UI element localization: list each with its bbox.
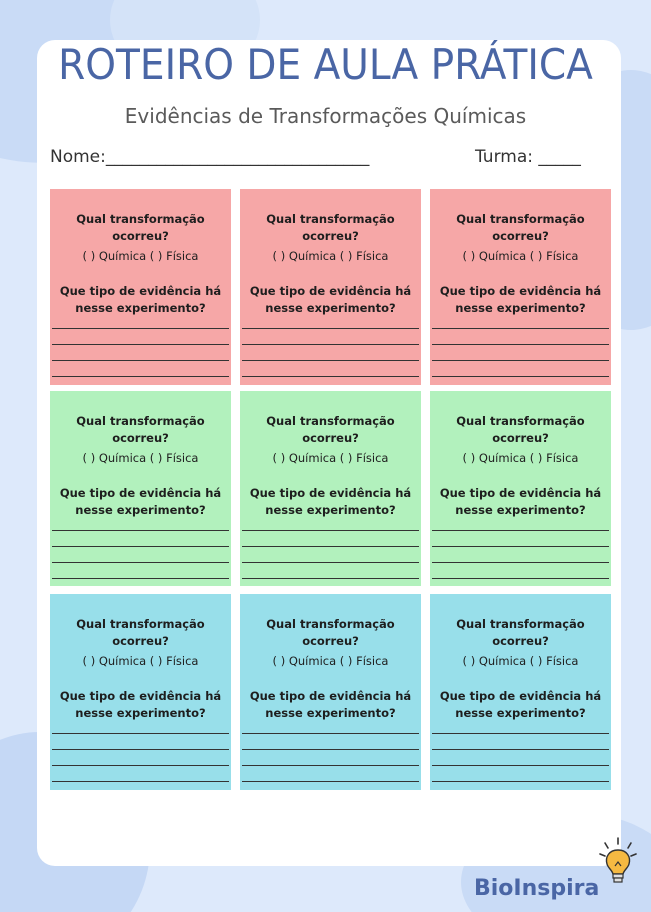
brand-logo: BioInspira bbox=[474, 876, 600, 901]
question-evidence: Que tipo de evidência há nesse experimento? bbox=[249, 486, 412, 517]
answer-line[interactable] bbox=[242, 360, 419, 361]
answer-lines[interactable] bbox=[430, 733, 611, 797]
answer-card bbox=[240, 594, 421, 790]
question-transformation: Qual transformação ocorreu? bbox=[266, 617, 395, 648]
question-transformation: Qual transformação ocorreu? bbox=[456, 617, 585, 648]
answer-line[interactable] bbox=[52, 765, 229, 766]
question-transformation: Qual transformação ocorreu? bbox=[76, 212, 205, 243]
transformation-options[interactable]: ( ) Química ( ) Física bbox=[82, 451, 199, 465]
answer-line[interactable] bbox=[52, 328, 229, 329]
question-evidence: Que tipo de evidência há nesse experimento? bbox=[249, 284, 412, 315]
name-field[interactable]: Nome:_______________________________ bbox=[50, 147, 370, 167]
transformation-options[interactable]: ( ) Química ( ) Física bbox=[462, 451, 579, 465]
answer-lines[interactable] bbox=[50, 733, 231, 797]
answer-line[interactable] bbox=[432, 530, 609, 531]
answer-line[interactable] bbox=[432, 578, 609, 579]
answer-lines[interactable] bbox=[240, 530, 421, 594]
answer-card bbox=[50, 594, 231, 790]
answer-line[interactable] bbox=[242, 733, 419, 734]
answer-line[interactable] bbox=[432, 733, 609, 734]
answer-line[interactable] bbox=[242, 749, 419, 750]
answer-lines[interactable] bbox=[50, 328, 231, 392]
answer-line[interactable] bbox=[52, 546, 229, 547]
answer-line[interactable] bbox=[242, 530, 419, 531]
answer-lines[interactable] bbox=[430, 530, 611, 594]
answer-line[interactable] bbox=[432, 376, 609, 377]
answer-line[interactable] bbox=[432, 546, 609, 547]
answer-card bbox=[430, 189, 611, 385]
answer-line[interactable] bbox=[242, 546, 419, 547]
answer-line[interactable] bbox=[242, 781, 419, 782]
page-title: ROTEIRO DE AULA PRÁTICA bbox=[58, 40, 593, 89]
question-transformation: Qual transformação ocorreu? bbox=[76, 617, 205, 648]
answer-line[interactable] bbox=[242, 376, 419, 377]
transformation-options[interactable]: ( ) Química ( ) Física bbox=[82, 249, 199, 263]
answer-line[interactable] bbox=[52, 360, 229, 361]
question-evidence: Que tipo de evidência há nesse experimento? bbox=[249, 689, 412, 720]
question-evidence: Que tipo de evidência há nesse experimento? bbox=[59, 486, 222, 517]
answer-line[interactable] bbox=[52, 578, 229, 579]
answer-lines[interactable] bbox=[50, 530, 231, 594]
answer-line[interactable] bbox=[432, 765, 609, 766]
answer-line[interactable] bbox=[242, 578, 419, 579]
lightbulb-icon bbox=[598, 836, 638, 892]
answer-card bbox=[240, 189, 421, 385]
answer-line[interactable] bbox=[432, 344, 609, 345]
answer-line[interactable] bbox=[432, 749, 609, 750]
answer-card bbox=[430, 594, 611, 790]
question-transformation: Qual transformação ocorreu? bbox=[456, 212, 585, 243]
question-evidence: Que tipo de evidência há nesse experimento? bbox=[59, 689, 222, 720]
answer-card bbox=[430, 391, 611, 586]
answer-card bbox=[240, 391, 421, 586]
answer-card bbox=[50, 189, 231, 385]
answer-line[interactable] bbox=[52, 781, 229, 782]
answer-line[interactable] bbox=[242, 328, 419, 329]
answer-lines[interactable] bbox=[240, 328, 421, 392]
transformation-options[interactable]: ( ) Química ( ) Física bbox=[272, 249, 389, 263]
answer-line[interactable] bbox=[52, 749, 229, 750]
answer-line[interactable] bbox=[52, 562, 229, 563]
answer-line[interactable] bbox=[432, 360, 609, 361]
answer-line[interactable] bbox=[242, 344, 419, 345]
transformation-options[interactable]: ( ) Química ( ) Física bbox=[462, 249, 579, 263]
question-transformation: Qual transformação ocorreu? bbox=[76, 414, 205, 445]
answer-line[interactable] bbox=[432, 328, 609, 329]
question-evidence: Que tipo de evidência há nesse experimento? bbox=[439, 486, 602, 517]
answer-card bbox=[50, 391, 231, 586]
class-field[interactable]: Turma: _____ bbox=[475, 147, 581, 167]
answer-lines[interactable] bbox=[240, 733, 421, 797]
question-transformation: Qual transformação ocorreu? bbox=[266, 212, 395, 243]
transformation-options[interactable]: ( ) Química ( ) Física bbox=[82, 654, 199, 668]
question-evidence: Que tipo de evidência há nesse experimento? bbox=[59, 284, 222, 315]
question-evidence: Que tipo de evidência há nesse experimento? bbox=[439, 284, 602, 315]
page-subtitle: Evidências de Transformações Químicas bbox=[124, 104, 527, 128]
answer-line[interactable] bbox=[52, 733, 229, 734]
question-evidence: Que tipo de evidência há nesse experimento? bbox=[439, 689, 602, 720]
answer-line[interactable] bbox=[242, 765, 419, 766]
answer-line[interactable] bbox=[52, 376, 229, 377]
answer-line[interactable] bbox=[52, 530, 229, 531]
transformation-options[interactable]: ( ) Química ( ) Física bbox=[462, 654, 579, 668]
transformation-options[interactable]: ( ) Química ( ) Física bbox=[272, 451, 389, 465]
question-transformation: Qual transformação ocorreu? bbox=[456, 414, 585, 445]
answer-lines[interactable] bbox=[430, 328, 611, 392]
transformation-options[interactable]: ( ) Química ( ) Física bbox=[272, 654, 389, 668]
answer-line[interactable] bbox=[432, 562, 609, 563]
answer-line[interactable] bbox=[52, 344, 229, 345]
answer-line[interactable] bbox=[242, 562, 419, 563]
question-transformation: Qual transformação ocorreu? bbox=[266, 414, 395, 445]
answer-line[interactable] bbox=[432, 781, 609, 782]
